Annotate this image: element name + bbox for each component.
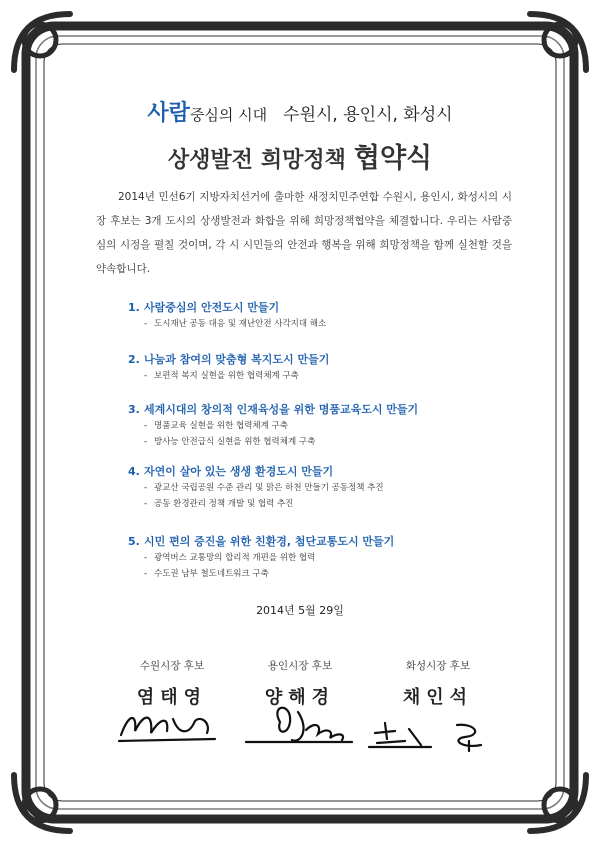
- candidate-role: 수원시장 후보: [139, 660, 205, 672]
- pledge-detail: - 도시재난 공동 대응 및 재난안전 사각지대 해소: [144, 319, 327, 329]
- intro-paragraph: 2014년 민선6기 지방자치선거에 출마한 새정치민주연합 수원시, 용인시, 화성시의 시장 후보는 3개 도시의 상생발전과 화합을 위해 희망정책협약을 체결합니다. 우리는 사람중심의 시정을 펼칠 것이며, 각 시 시민들의 안전과 행복을 위해 희망정책을 함께 실천할 것을 약속합니다.: [96, 191, 512, 275]
- candidate-role: 용인시장 후보: [267, 660, 333, 672]
- pledge-number: 4.: [128, 465, 140, 478]
- title-part-c: 협약식: [353, 143, 433, 174]
- pledge-item: [128, 352, 518, 402]
- pledge-number: 2.: [128, 353, 140, 366]
- pledge-number: 5.: [128, 535, 140, 548]
- pledge-title: 자연이 살아 있는 생생 환경도시 만들기: [144, 465, 334, 478]
- title-highlight: 사람: [147, 101, 190, 126]
- pledge-detail: - 광역버스 교통망의 합리적 개편을 위한 협력: [144, 553, 316, 563]
- pledge-detail: - 방사능 안전급식 실현을 위한 협력체계 구축: [144, 437, 316, 447]
- title-part-a: 상생발전: [167, 148, 253, 173]
- title-line-1: [0, 96, 600, 127]
- signature-suwon: [115, 705, 225, 745]
- pledge-detail: - 수도권 남부 철도네트워크 구축: [144, 569, 269, 579]
- title-cities: 수원시, 용인시, 화성시: [283, 105, 453, 125]
- pledge-detail: - 보편적 복지 실현을 위한 협력체계 구축: [144, 371, 299, 381]
- pledge-detail: - 광교산 국립공원 수준 관리 및 맑은 하천 만들기 공동정책 추진: [144, 483, 384, 493]
- candidate-name: 염태영: [136, 687, 208, 708]
- pledge-title: 세계시대의 창의적 인재육성을 위한 명품교육도시 만들기: [144, 403, 419, 416]
- candidate-role: 화성시장 후보: [405, 660, 471, 672]
- pledge-detail: - 공동 환경관리 정책 개발 및 협력 추진: [144, 499, 294, 509]
- pledge-list: [128, 300, 518, 584]
- pledge-number: 3.: [128, 403, 140, 416]
- pledge-item: [128, 300, 518, 352]
- candidate-name: 양해경: [264, 687, 336, 708]
- pledge-detail: - 명품교육 실현을 위한 협력체계 구축: [144, 421, 288, 431]
- pledge-number: 1.: [128, 301, 140, 314]
- pledge-title: 사람중심의 안전도시 만들기: [144, 301, 280, 314]
- title-era: 중심의 시대: [189, 106, 268, 124]
- candidate-name: 채인석: [402, 687, 474, 708]
- pledge-item: [128, 464, 518, 534]
- title-line-2: [0, 136, 600, 175]
- signature-hwaseong: [365, 715, 500, 755]
- pledge-item: [128, 534, 518, 584]
- pledge-item: [128, 402, 518, 464]
- candidate-hwaseong: [363, 658, 513, 709]
- signing-date: 2014년 5월 29일: [256, 604, 344, 617]
- pledge-title: 시민 편의 증진을 위한 친환경, 첨단교통도시 만들기: [144, 535, 395, 548]
- signature-yongin: [240, 700, 360, 748]
- pledge-title: 나눔과 참여의 맞춤형 복지도시 만들기: [144, 353, 330, 366]
- title-part-b: 희망정책: [260, 148, 346, 173]
